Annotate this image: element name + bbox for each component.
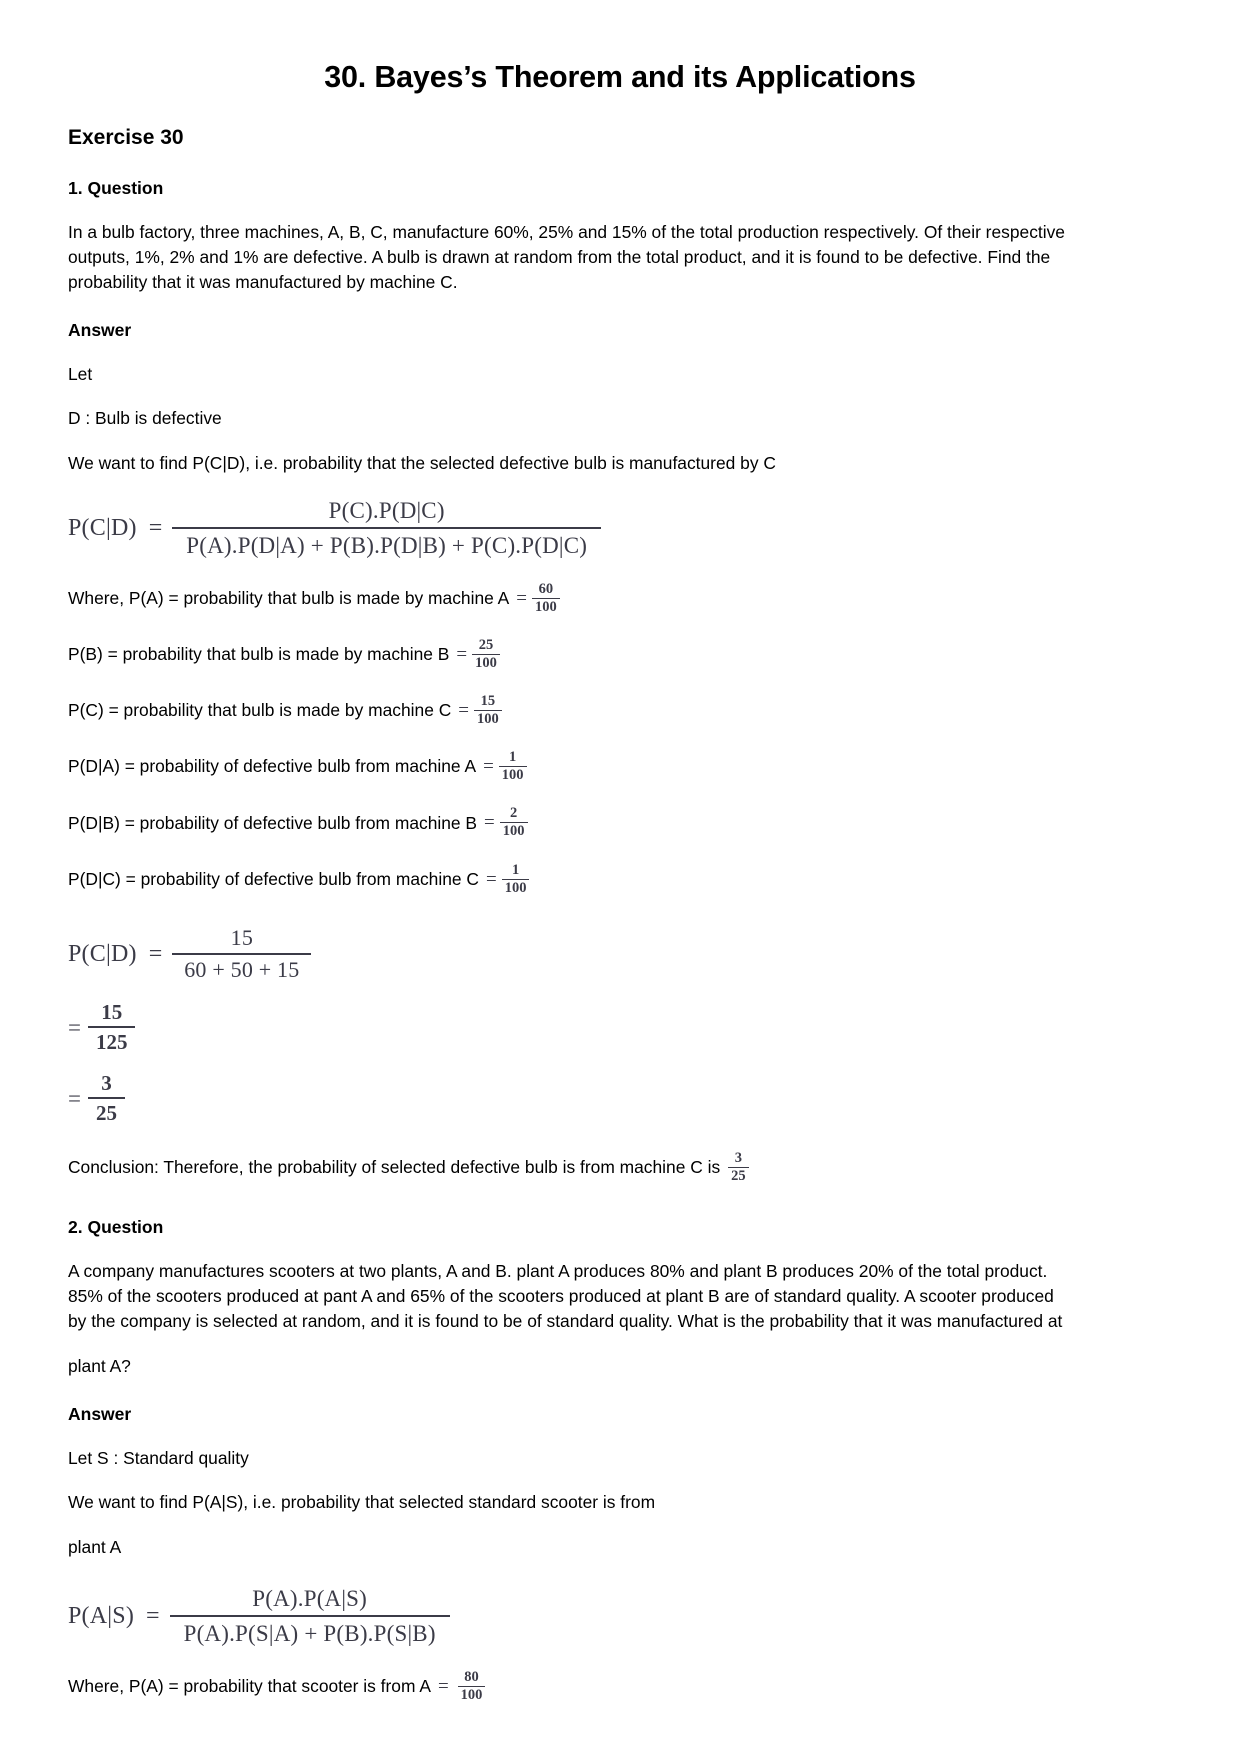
q2-definition-pa-equals: = xyxy=(437,1675,449,1697)
q1-definition-pdc-label: P(D|C) = probability of defective bulb from machine C xyxy=(68,868,479,889)
question-1-heading: 1. Question xyxy=(68,178,164,199)
q1-step-2-fraction xyxy=(88,1072,125,1125)
q1-result-lhs: P(C|D) xyxy=(68,940,137,967)
q1-step-1-denominator: 125 xyxy=(88,1026,136,1054)
q1-definition-pa xyxy=(68,582,1172,615)
question-1-text: In a bulb factory, three machines, A, B, C, manufacture 60%, 25% and 15% of the total production respectively. Of their respective outputs, 1%, 2% and 1% are defective. A bulb is drawn at random from the total product, and it is found to be defective. Find the probability that it was manufactured by machine C. xyxy=(68,222,1065,292)
q1-step-2-equals: = xyxy=(68,1085,81,1111)
exercise-heading: Exercise 30 xyxy=(68,126,184,150)
q1-definition-pb xyxy=(68,638,1172,671)
q1-definition-pdc-numerator: 1 xyxy=(511,861,520,878)
q2-formula-equals: = xyxy=(146,1602,160,1629)
q2-formula-fraction xyxy=(170,1586,450,1647)
q1-definition-pda-equals: = xyxy=(483,756,494,778)
q1-want-line: We want to find P(C|D), i.e. probability that the selected defective bulb is manufactured by C xyxy=(68,453,776,474)
question-2-text-continued: plant A? xyxy=(68,1355,131,1376)
q1-definition-pb-denominator: 100 xyxy=(472,654,500,671)
q2-bayes-formula xyxy=(68,1586,1172,1647)
q2-want-line: We want to find P(A|S), i.e. probability that selected standard scooter is from xyxy=(68,1492,656,1513)
q1-definition-pc-fraction xyxy=(474,694,502,727)
q2-formula-lhs: P(A|S) xyxy=(68,1602,135,1629)
q2-formula-denominator: P(A).P(S|A) + P(B).P(S|B) xyxy=(170,1615,450,1647)
q1-definition-pc-numerator: 15 xyxy=(480,693,496,710)
q1-formula-fraction xyxy=(172,498,601,559)
q1-step-2-numerator: 3 xyxy=(101,1071,112,1096)
q2-want-line-continued: plant A xyxy=(68,1537,122,1558)
q1-result-fraction xyxy=(172,926,311,983)
q1-definition-pa-equals: = xyxy=(516,587,527,609)
q2-formula-numerator: P(A).P(A|S) xyxy=(252,1586,368,1612)
q1-definition-pdb-equals: = xyxy=(484,812,495,834)
q1-result-formula xyxy=(68,926,1172,983)
q1-definition-pa-denominator: 100 xyxy=(532,598,560,615)
q1-definition-pb-equals: = xyxy=(456,643,468,665)
q1-step-1-numerator: 15 xyxy=(101,999,123,1024)
q1-definition-pda-denominator: 100 xyxy=(499,766,527,783)
q1-formula-denominator: P(A).P(D|A) + P(B).P(D|B) + P(C).P(D|C) xyxy=(172,527,601,559)
q1-step-1-fraction xyxy=(88,1001,136,1054)
q2-definition-pa-label: Where, P(A) = probability that scooter is from A xyxy=(68,1675,431,1696)
question-2-text: A company manufactures scooters at two plants, A and B. plant A produces 80% and plant B produces 20% of the total product. 85% of the scooters produced at pant A and 65% of the scooters produced at plant B are of standard quality. A scooter produced by the company is selected at random, and it is found to be of standard quality. What is the probability that it was manufactured at xyxy=(68,1261,1063,1332)
answer-1-heading: Answer xyxy=(68,319,132,340)
q1-definition-pdb-denominator: 100 xyxy=(500,822,528,839)
q1-let-line: Let xyxy=(68,363,93,384)
q1-definition-pc xyxy=(68,694,1172,727)
q1-definition-pc-equals: = xyxy=(458,700,469,722)
q1-definition-pda-label: P(D|A) = probability of defective bulb from machine A xyxy=(68,756,477,777)
q1-formula-equals: = xyxy=(148,515,163,542)
q1-conclusion-text: Conclusion: Therefore, the probability of selected defective bulb is from machine C is xyxy=(68,1157,721,1178)
q1-definition-pa-label: Where, P(A) = probability that bulb is made by machine A xyxy=(68,587,510,608)
q2-definition-pa-fraction xyxy=(458,1670,486,1703)
q1-formula-lhs: P(C|D) xyxy=(68,515,137,542)
q1-definition-pdc-equals: = xyxy=(485,868,497,890)
q2-definition-pa xyxy=(68,1670,1172,1703)
q1-definition-pb-numerator: 25 xyxy=(478,636,494,653)
q2-definition-pa-numerator: 80 xyxy=(464,1668,479,1685)
q1-conclusion-numerator: 3 xyxy=(734,1150,743,1167)
q2-let-line: Let S : Standard quality xyxy=(68,1447,249,1468)
q1-formula-numerator: P(C).P(D|C) xyxy=(328,498,445,524)
q1-definition-pdc xyxy=(68,863,1172,896)
q1-definition-pb-fraction xyxy=(472,638,500,671)
q1-result-equals: = xyxy=(148,940,163,967)
q1-conclusion xyxy=(68,1151,1172,1184)
q1-step-1-equals: = xyxy=(68,1014,81,1040)
q1-definition-pda-fraction xyxy=(499,750,527,783)
q1-step-2 xyxy=(68,1072,1172,1125)
q1-definition-pa-numerator: 60 xyxy=(538,580,554,597)
q1-definition-pdc-fraction xyxy=(502,863,530,896)
answer-2-heading: Answer xyxy=(68,1403,132,1424)
q1-definition-pc-denominator: 100 xyxy=(474,710,502,727)
q1-step-2-denominator: 25 xyxy=(88,1097,125,1125)
q1-conclusion-denominator: 25 xyxy=(728,1167,749,1184)
q1-definition-pdb-numerator: 2 xyxy=(510,805,518,822)
q1-step-1 xyxy=(68,1001,1172,1054)
q1-define-d: D : Bulb is defective xyxy=(68,408,222,429)
question-2-heading: 2. Question xyxy=(68,1217,164,1238)
q1-definition-pdb-label: P(D|B) = probability of defective bulb from machine B xyxy=(68,812,478,833)
q1-definition-pb-label: P(B) = probability that bulb is made by machine B xyxy=(68,644,450,665)
q2-definition-pa-denominator: 100 xyxy=(458,1686,486,1703)
q1-conclusion-fraction xyxy=(728,1151,749,1184)
q1-definition-pda-numerator: 1 xyxy=(509,749,517,766)
q1-definition-pdb-fraction xyxy=(500,806,528,839)
page-title: 30. Bayes’s Theorem and its Applications xyxy=(324,60,916,94)
q1-bayes-formula xyxy=(68,498,1172,559)
q1-definition-pdb xyxy=(68,806,1172,839)
q1-result-denominator: 60 + 50 + 15 xyxy=(172,953,311,983)
q1-result-numerator: 15 xyxy=(230,924,254,950)
q1-definition-pa-fraction xyxy=(532,582,560,615)
q1-definition-pda xyxy=(68,750,1172,783)
q1-definition-pdc-denominator: 100 xyxy=(502,879,530,896)
q1-definition-pc-label: P(C) = probability that bulb is made by machine C xyxy=(68,700,452,721)
